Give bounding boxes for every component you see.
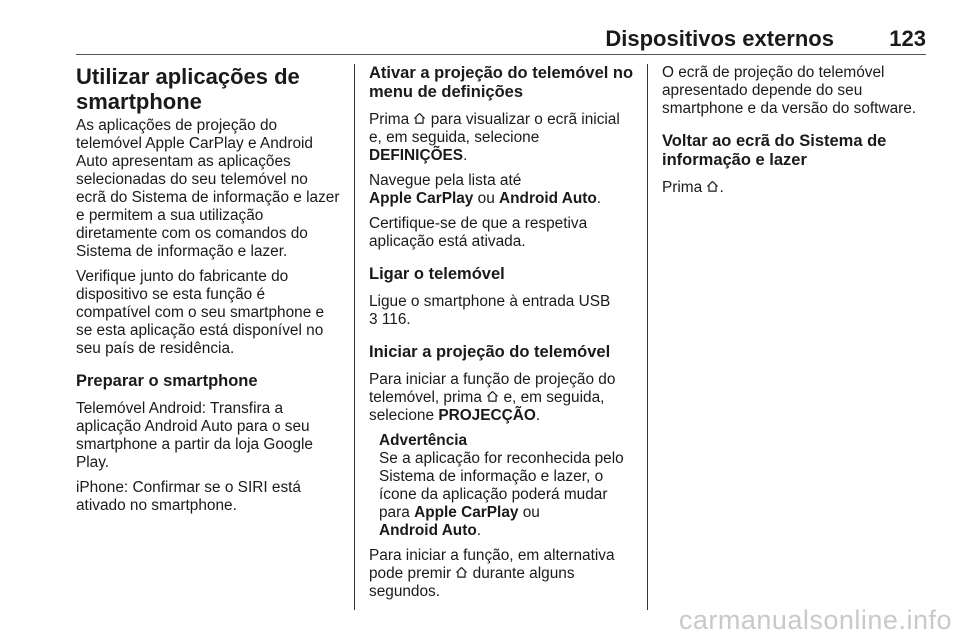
- heading-start-projection: Iniciar a projeção do telemóvel: [369, 343, 611, 361]
- android-auto-label: Android Auto: [379, 522, 477, 539]
- text: ou: [473, 190, 500, 207]
- paragraph-ensure-enabled: Certifique-se de que a respetiva aplicação está ativada.: [369, 215, 588, 250]
- header-rule: [76, 54, 926, 55]
- text: Para iniciar a função, em alternativa pode premir: [369, 547, 615, 582]
- column-right: [662, 64, 928, 204]
- paragraph-alternative-start: [369, 547, 635, 601]
- text: Se a aplicação for reconhecida pelo Sistema de informação e lazer, o ícone da aplicação poderá mudar para: [379, 450, 624, 521]
- text: para visualizar o ecrã inicial e, em seguida, selecione: [369, 111, 620, 146]
- paragraph-connect-usb: [369, 293, 635, 329]
- watermark: carmanualsonline.info: [678, 605, 952, 635]
- paragraph-android: Telemóvel Android: Transfira a aplicação Android Auto para o seu smartphone a partir da loja Google Play.: [76, 400, 313, 471]
- heading-prepare-smartphone: Preparar o smartphone: [76, 372, 258, 390]
- heading-activate-projection: Ativar a projeção do telemóvel no menu de definições: [369, 64, 634, 101]
- paragraph-start-projection: [369, 371, 635, 425]
- column-separator: [647, 64, 648, 610]
- home-icon: [413, 112, 426, 125]
- home-icon: [455, 566, 468, 579]
- warning-note: [379, 432, 635, 540]
- column-middle: [369, 64, 635, 608]
- menu-projection-label: PROJECÇÃO: [438, 407, 536, 424]
- home-icon: [486, 390, 499, 403]
- column-left: [76, 64, 342, 522]
- text: .: [596, 190, 602, 207]
- text: e, em seguida, selecione: [369, 389, 605, 424]
- paragraph-intro: As aplicações de projeção do telemóvel Apple CarPlay e Android Auto apresentam as aplicações selecionadas do seu telemóvel no ecrã do Sistema de informação e lazer e permitem a sua utilização diretamente com os comandos do Sistema de informação e lazer.: [76, 117, 340, 260]
- section-title: Dispositivos externos: [605, 26, 834, 51]
- text: .: [463, 147, 468, 164]
- paragraph-navigate-list: [369, 172, 635, 208]
- page-reference: 116.: [377, 311, 411, 328]
- heading-connect-phone: Ligar o telemóvel: [369, 265, 505, 283]
- text: ou: [518, 504, 540, 521]
- home-icon: [706, 180, 719, 193]
- paragraph-press-home-return: [662, 179, 928, 197]
- page-number: 123: [889, 26, 926, 51]
- heading-return-infotainment: Voltar ao ecrã do Sistema de informação e lazer: [662, 132, 887, 169]
- paragraph-projection-screen: O ecrã de projeção do telemóvel apresentado depende do seu smartphone e da versão do software.: [662, 64, 917, 117]
- text: .: [535, 407, 541, 424]
- menu-settings-label: DEFINIÇÕES: [369, 147, 464, 164]
- text: Prima: [662, 179, 707, 196]
- text: .: [719, 179, 724, 196]
- page-header: [76, 26, 926, 52]
- text: Prima: [369, 111, 414, 128]
- text: .: [476, 522, 482, 539]
- paragraph-compatibility: Verifique junto do fabricante do dispositivo se esta função é compatível com o seu smartphone e se esta aplicação está disponível no seu país de residência.: [76, 268, 325, 357]
- warning-title: Advertência: [379, 432, 468, 449]
- column-separator: [354, 64, 355, 610]
- paragraph-iphone: iPhone: Confirmar se o SIRI está ativado no smartphone.: [76, 479, 301, 514]
- paragraph-press-home: [369, 111, 635, 165]
- apple-carplay-label: Apple CarPlay: [414, 504, 519, 521]
- android-auto-label: Android Auto: [499, 190, 597, 207]
- apple-carplay-label: Apple CarPlay: [369, 190, 474, 207]
- text: Para iniciar a função de projeção do telemóvel, prima: [369, 371, 616, 406]
- text: durante alguns segundos.: [369, 565, 575, 600]
- warning-body: [379, 450, 635, 540]
- text: Navegue pela lista até: [369, 172, 522, 189]
- text: Ligue o smartphone à entrada USB: [369, 293, 611, 310]
- page-reference-arrow-icon: 3: [369, 311, 378, 328]
- heading-use-smartphone-apps: Utilizar aplicações de smartphone: [76, 64, 300, 114]
